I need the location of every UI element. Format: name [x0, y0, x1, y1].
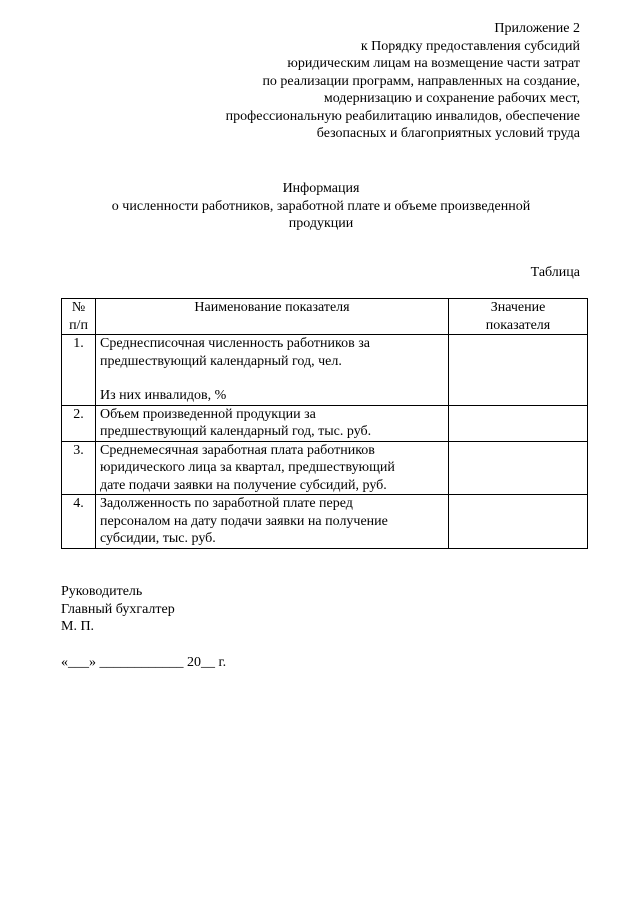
row-name-line: Среднемесячная заработная плата работников: [100, 442, 375, 458]
title-line: о численности работников, заработной плате и объеме произведенной: [111, 198, 531, 214]
row-num: 4.: [62, 495, 96, 549]
appendix-line: к Порядку предоставления субсидий: [360, 38, 580, 54]
row-name-line: дате подачи заявки на получение субсидий, руб.: [100, 477, 387, 493]
table-row: [62, 495, 588, 549]
date-line: «___» ____________ 20__ г.: [61, 655, 227, 670]
row-value: [449, 405, 588, 441]
row-name-line: Объем произведенной продукции за: [100, 406, 316, 422]
signature-block: [61, 583, 175, 636]
row-num: 3.: [62, 441, 96, 495]
indicators-table: [61, 298, 588, 549]
header-value-line1: Значение: [490, 300, 546, 315]
row-name-subline: Из них инвалидов, %: [100, 388, 227, 403]
row-name: [96, 441, 449, 495]
table-row: [62, 441, 588, 495]
appendix-line: по реализации программ, направленных на создание,: [262, 73, 580, 89]
row-num: 2.: [62, 405, 96, 441]
row-name-line: Задолженность по заработной плате перед: [100, 496, 353, 511]
title-line: Информация: [282, 181, 360, 196]
row-name: [96, 405, 449, 441]
document-title: [60, 180, 582, 233]
appendix-line: Приложение 2: [494, 21, 580, 36]
title-line: продукции: [288, 216, 354, 231]
table-label: Таблица: [530, 265, 580, 280]
header-num-line1: №: [71, 300, 86, 315]
row-name-line: персоналом на дату подачи заявки на получение: [100, 513, 388, 529]
table-row: [62, 405, 588, 441]
appendix-line: профессиональную реабилитацию инвалидов, обеспечение: [225, 108, 580, 124]
header-num: [62, 299, 96, 335]
appendix-line: модернизацию и сохранение рабочих мест,: [323, 91, 580, 106]
signature-head: Руководитель: [61, 584, 143, 599]
row-name-line: юридического лица за квартал, предшествующий: [100, 460, 395, 475]
table-header-row: [62, 299, 588, 335]
row-name-line: предшествующий календарный год, тыс. руб.: [100, 424, 372, 439]
header-name: [96, 299, 449, 335]
row-value: [449, 495, 588, 549]
header-name-text: Наименование показателя: [194, 300, 350, 315]
signature-accountant: Главный бухгалтер: [61, 601, 175, 617]
appendix-line: безопасных и благоприятных условий труда: [316, 126, 580, 141]
header-value-line2: показателя: [485, 317, 551, 333]
row-value: [449, 441, 588, 495]
row-name-line: предшествующий календарный год, чел.: [100, 353, 342, 369]
row-value: [449, 335, 588, 406]
row-num: 1.: [62, 335, 96, 406]
appendix-line: юридическим лицам на возмещение части затрат: [287, 56, 580, 71]
row-name-line: субсидии, тыс. руб.: [100, 531, 216, 546]
header-num-line2: п/п: [69, 317, 88, 333]
header-value: [449, 299, 588, 335]
row-name-line: Среднесписочная численность работников за: [100, 336, 370, 351]
signature-seal: М. П.: [61, 619, 95, 634]
row-name: [96, 335, 449, 406]
appendix-header: [160, 20, 580, 143]
table-row: [62, 335, 588, 406]
row-name: [96, 495, 449, 549]
